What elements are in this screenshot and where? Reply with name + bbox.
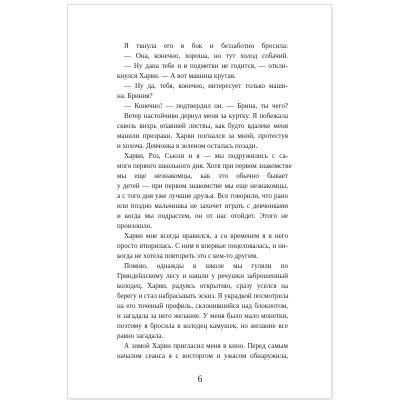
text-line: и когда мы подрастем, он от нас отойдет. Этого не	[117, 212, 288, 220]
page-number: 6	[197, 374, 203, 384]
text-line: манили призраки. Харви погнался за мной, протестуя	[117, 132, 288, 140]
text-line: А зимой Харви пригласил меня в кино. Перед самым	[124, 342, 288, 350]
text-line: Харви, Роз, Сьюзи и я — мы подружились с са-	[124, 152, 288, 160]
text-line: колодец. Харви, радуясь открытию, сразу уселся на	[117, 282, 288, 290]
text-line: Помню, однажды в школе мы гуляли по	[124, 262, 288, 270]
text-line: на его точеный профиль, склонившийся над блокнотом,	[117, 302, 288, 310]
text-line: — Она, конечно, хороша, но тут холод собачий.	[124, 52, 288, 60]
text-line: — Ну дана тебе и в подметки не годится, — откли-	[124, 62, 288, 70]
text-line: поэтому я бросила в колодец камушек, но желание все	[117, 322, 288, 330]
text-line: когда не хотела повторить это с кем-то другим.	[117, 252, 258, 260]
text-line: просто втюрилась. С ним я впервые поцеловалась, и ни-	[117, 242, 288, 250]
text-line: и загадала за него желание. У меня было мало монетки,	[117, 312, 288, 320]
text-line: Гриндейлскому лесу и нашли у речушки заброшенный	[117, 272, 288, 280]
text-line: — Конечно! — подтвердил он. — Брина, ты чего?	[124, 102, 288, 110]
text-line: у детей — при первом знакомстве мы еще незнакомцы,	[117, 182, 288, 190]
text-line: Я ткнула его в бок и беззаботно бросила:	[124, 42, 288, 50]
text-line: кнулся Харви. — А вот машина крутая.	[117, 72, 236, 80]
text-line: берегу и стал набрасывать эскиз. Я украдкой посмотрела	[117, 292, 289, 300]
text-line: мы еще незнакомцы, как это обычно бывает	[117, 172, 288, 180]
text-line: равно загадала.	[117, 332, 164, 340]
text-line: а с того дня уже лучшие друзья. Все говорили, что рано	[117, 192, 288, 200]
text-line: на. Бриния?	[117, 92, 153, 100]
text-line: сквозь вихрь опавшей листвы, как будто вдалеке меня	[117, 122, 288, 130]
text-line: или поздно мальчишка не захочет играть с девчонками	[117, 202, 288, 210]
text-line: и хохоча. Девчонка в зеленом осталась позади.	[117, 142, 258, 150]
text-line: мого первого школьного дня. Хотя при первом знакомстве	[117, 162, 292, 170]
text-line: произошло.	[117, 222, 153, 230]
text-line: началом сеанса я с восторгом и ужасом обнаружила,	[117, 352, 288, 360]
text-line: — Ну да, тебя, конечно, интересует только маши-	[124, 82, 288, 90]
page-body-text	[117, 41, 292, 361]
text-line: Харви мне всегда нравился, а со временем я в него	[124, 232, 288, 240]
text-line: Ветер настойчиво дернул меня за куртку. Я побежала	[124, 112, 288, 120]
